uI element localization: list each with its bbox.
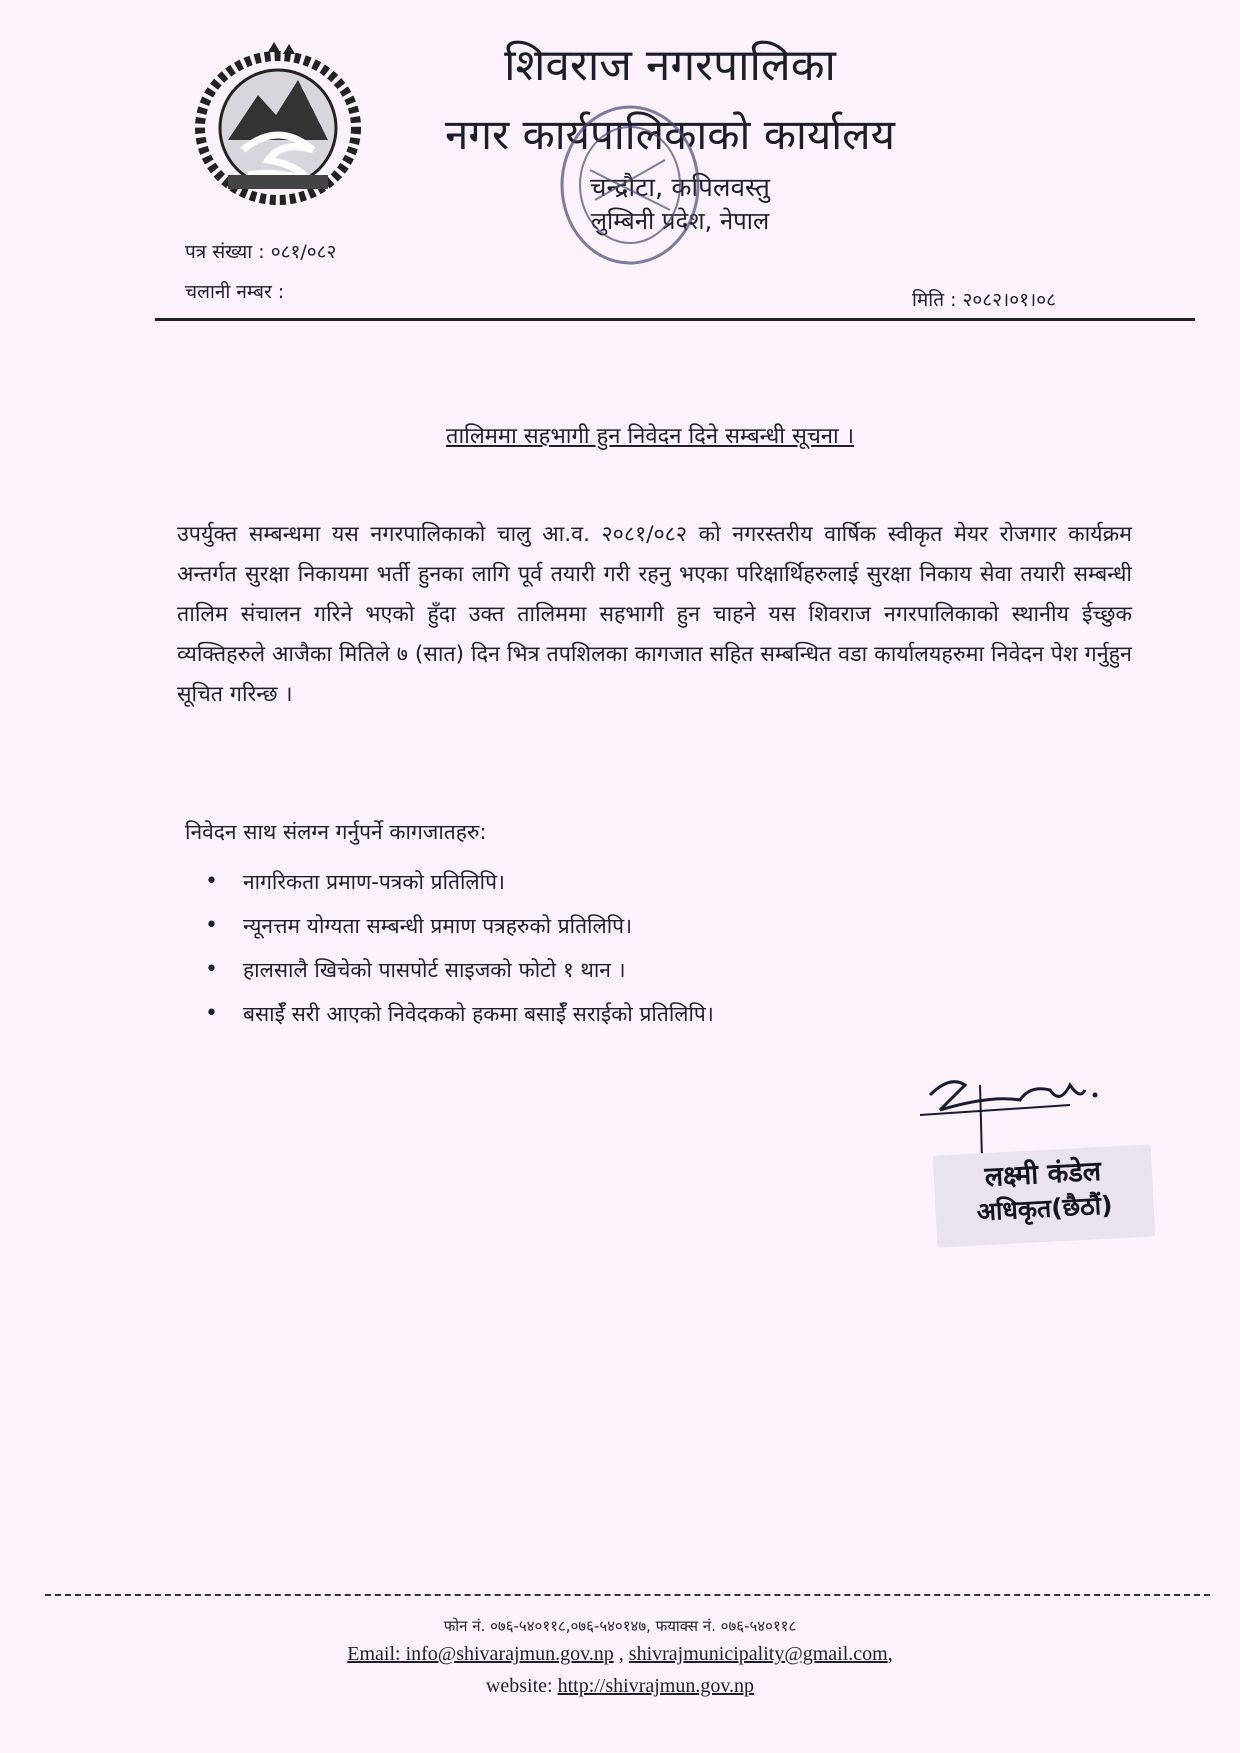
footer-phone: फोन नं. ०७६-५४०११८,०७६-५४०१४७, फयाक्स नं. ०७६-५४०११८ [443, 1617, 797, 1635]
list-item: • बसाईँ सरी आएको निवेदकको हकमा बसाईँ सराईको प्रतिलिपि। [205, 992, 714, 1036]
email-link[interactable]: Email: info@shivarajmun.gov.np [347, 1643, 614, 1665]
signatory-designation: अधिकृत(छैठौं) [976, 1190, 1114, 1227]
dispatch-number: चलानी नम्बर : [185, 281, 285, 303]
notice-subject: तालिममा सहभागी हुन निवेदन दिने सम्बन्धी सूचना । [445, 424, 855, 449]
header-divider [155, 318, 1195, 321]
letter-number: पत्र संख्या : ०८१/०८२ [185, 241, 337, 263]
email-end: , [887, 1643, 893, 1665]
documents-title: निवेदन साथ संलग्न गर्नुपर्ने कागजातहरु: [185, 820, 487, 844]
signatory-name: लक्ष्मी कंडेल [983, 1156, 1102, 1194]
documents-list [205, 860, 714, 1036]
website-link[interactable]: http://shivrajmun.gov.np [557, 1675, 755, 1697]
footer-divider [45, 1594, 1210, 1596]
letter-date: मिति : २०८२।०१।०८ [912, 289, 1056, 311]
email-separator: , [613, 1643, 629, 1665]
email-link-2[interactable]: shivrajmunicipality@gmail.com [628, 1643, 888, 1665]
footer-website-line [200, 1675, 1040, 1698]
notice-body: उपर्युक्त सम्बन्धमा यस नगरपालिकाको चालु आ.व. २०८१/०८२ को नगरस्तरीय वार्षिक स्वीकृत मेयर रोजगार कार्यक्रम अन्तर्गत सुरक्षा निकायमा भर्ती हुनका लागि पूर्व तयारी गरी रहनु भएका परिक्षार्थिहरुलाई सुरक्षा निकाय सेवा तयारी सम्बन्धी तालिम संचालन गरिने भएको हुँदा उक्त तालिममा सहभागी हुन चाहने यस शिवराज नगरपालिकाको स्थानीय ईच्छुक व्यक्तिहरुले आजैका मितिले ७ (सात) दिन भित्र तपशिलका कागजात सहित सम्बन्धित वडा कार्यालयहरुमा निवेदन पेश गर्नुहुन सूचित गरिन्छ । [177, 522, 1132, 707]
municipality-name: शिवराज नगरपालिका [504, 40, 836, 91]
signatory-stamp [933, 1144, 1156, 1247]
nepal-government-emblem-icon [188, 40, 368, 210]
footer-email-line [200, 1643, 1040, 1666]
office-name: नगर कार्यपालिकाको कार्यालय [445, 110, 895, 159]
website-label: website: [485, 1675, 558, 1697]
list-item: • हालसालै खिचेको पासपोर्ट साइजको फोटो १ थान । [205, 948, 714, 992]
list-item: • न्यूनत्तम योग्यता सम्बन्धी प्रमाण पत्रहरुको प्रतिलिपि। [205, 904, 714, 948]
address-line-2: लुम्बिनी प्रदेश, नेपाल [590, 207, 770, 235]
list-item: • नागरिकता प्रमाण-पत्रको प्रतिलिपि। [205, 860, 714, 904]
office-stamp-icon [555, 100, 705, 270]
address-line-1: चन्द्रौटा, कपिलवस्तु [590, 173, 770, 203]
